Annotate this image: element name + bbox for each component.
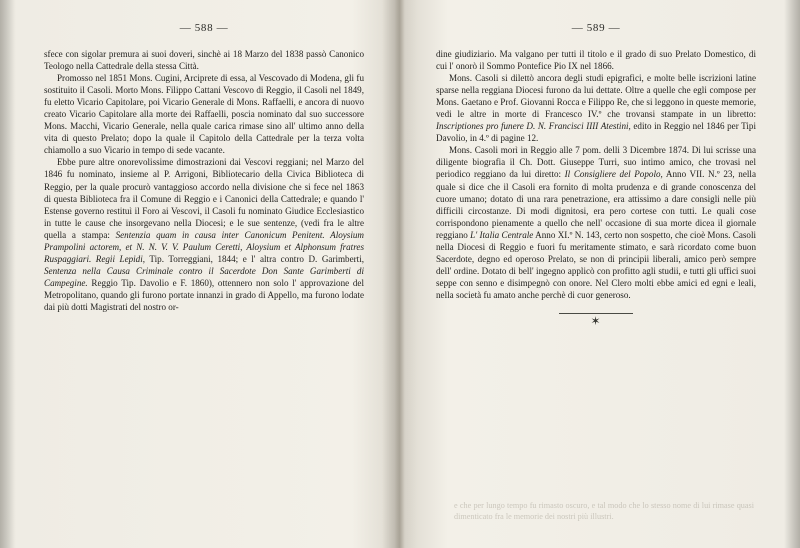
ornament-glyph: ✶	[590, 313, 602, 328]
page-number-left: — 588 —	[179, 22, 229, 34]
paragraph: Ebbe pure altre onorevolissime dimostrazioni dai Vescovi reggiani; nel Marzo del 1846 fu nominato, insieme al P. Arrigoni, Bibliotecario della Civica Biblioteca di Reggio, per la quale procurò vantaggioso accordo nella divisione che si fece nel 1863 di questa Biblioteca fra il Comune di Reggio e i Canonici della Cattedrale; e quando l' Estense governo restituì il Foro ai Vescovi, il Casoli fu nominato Giudice Ecclesiastico in tutte le cause che insorgevano nella Diocesi; e le sue sentenze, (vedi fra le altre quella a stampa: Sentenzia quam in causa inter Canonicum Penitent. Aloysium Prampolini actorem, et N. N. V. V. Paulum Ceretti, Aloysium et Alphonsum fratres Ruspaggiari. Regii Lepidi, Tip. Torreggiani, 1844; e l' altra contro D. Garimberti, Sentenza nella Causa Criminale contro il Sacerdote Don Sante Garimberti di Campegine. Reggio Tip. Davolio e F. 1860), ottennero non solo l' approvazione del Metropolitano, quando gli furono portate innanzi in grado di Appello, ma furono lodate dai più dotti Magistrati del nostro or-	[44, 157, 364, 312]
page-number-right: — 589 —	[571, 22, 621, 34]
paragraph: Mons. Casoli si dilettò ancora degli studi epigrafici, e molte belle iscrizioni latine sparse nella reggiana Diocesi furono da lui dettate. Oltre a quelle che egli compose per Mons. Gaetano e Prof. Giovanni Rocca e Filippo Re, che si leggono in queste memorie, vedi le altre in morte di Francesco IV.º che trovansi stampate in un libretto: Inscriptiones pro funere D. N. Francisci IIII Atestini, edito in Reggio nel 1846 per Tipi Davolio, in 4.º di pagine 12.	[436, 73, 756, 144]
page-right	[400, 0, 800, 548]
paragraph: sfece con sigolar premura ai suoi doveri, sinchè ai 18 Marzo del 1838 passò Canonico Teologo nella Cattedrale della stessa Città.	[44, 49, 364, 72]
paragraph: dine giudiziario. Ma valgano per tutti il titolo e il grado di suo Prelato Domestico, di cui l' onorò il Sommo Pontefice Pio IX nel 1866.	[436, 49, 756, 72]
left-page-text-column	[44, 48, 364, 313]
show-through-text: e che per lungo tempo fu rimasto oscuro, e tal modo che lo stesso nome di lui rimase quasi dimenticato fra le memorie dei nostri più illustri.	[454, 501, 754, 521]
section-ornament	[559, 313, 633, 326]
paragraph: Mons. Casoli morì in Reggio alle 7 pom. delli 3 Dicembre 1874. Di lui scrisse una diligente biografia il Ch. Dott. Giuseppe Turri, suo intimo amico, che trovasi nel periodico reggiano da lui diretto: Il Consigliere del Popolo, Anno VII. N.º 23, nella quale si dice che il Casoli era fornito di molta prudenza e di grande conoscenza del cuore umano; dotato di una rara penetrazione, era attissimo a dare consigli nelle più difficili circostanze. Di modi dignitosi, era pero cortese con tutti. Le quali cose corrispondono pienamente a quello che nell' occasione di sua morte dicea il giornale reggiano L' Italia Centrale Anno XI.º N. 143, certo non sospetto, che cioè Mons. Casoli nella Diocesi di Reggio e fuori fu meritamente stimato, e sarà ricordato come buon Sacerdote, degno ed operoso Prelato, se non di principii liberali, amico però sempre dell' ordine. Dotato di bell' ingegno applicò con profitto agli studii, e tutti gli uffici suoi seppe con senno e disimpegnò con onore. Nel Clero molti ebbe amici ed egni e leali, nella società fu amato anche perchè di cuor generoso.	[436, 145, 756, 300]
right-page-text-column	[436, 48, 756, 301]
paragraph: Promosso nel 1851 Mons. Cugini, Arciprete di essa, al Vescovado di Modena, gli fu sostituito il Casoli. Morto Mons. Filippo Cattani Vescovo di Reggio, il Casoli nel 1849, fu eletto Vicario Capitolare, poi Vicario Generale di Mons. Raffaelli, e ancora di nuovo creato Vicario Capitolare alla morte dei Raffaelli, poscia nominato dal suo successore Mons. Macchi, Vicario Generale, nella quale carica rimase sino all' ultimo anno della vita di questo Prelato; dopo la quale il Capitolo della Cattedrale per la terza volta chiamollo a suo Vicario in tempo di sede vacante.	[44, 73, 364, 156]
